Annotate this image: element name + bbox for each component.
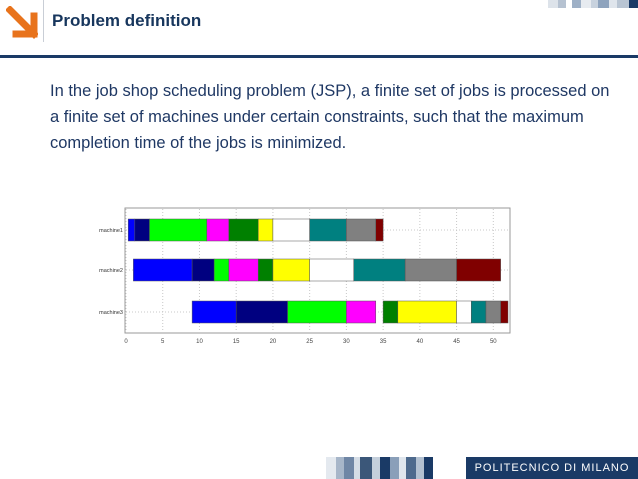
gantt-segment-machine3 [471, 301, 486, 323]
gantt-segment-machine3 [501, 301, 508, 323]
gantt-segment-machine2 [133, 259, 192, 281]
gantt-segment-machine1 [150, 219, 207, 241]
gantt-segment-machine2 [457, 259, 501, 281]
footer-mosaic [326, 457, 433, 479]
gantt-segment-machine2 [258, 259, 273, 281]
gantt-segment-machine3 [383, 301, 398, 323]
gantt-segment-machine3 [288, 301, 347, 323]
x-tick-label: 40 [416, 339, 424, 345]
y-tick-label: machine1 [99, 228, 123, 234]
slide-title: Problem definition [52, 11, 202, 30]
x-tick-label: 20 [269, 339, 277, 345]
gantt-segment-machine3 [192, 301, 236, 323]
gantt-segment-machine3 [346, 301, 375, 323]
gantt-segment-machine2 [214, 259, 229, 281]
y-tick-label: machine2 [99, 268, 123, 274]
x-tick-label: 15 [232, 339, 240, 345]
gantt-segment-machine2 [405, 259, 456, 281]
gantt-segment-machine3 [398, 301, 457, 323]
header-divider [43, 0, 44, 42]
body-paragraph: In the job shop scheduling problem (JSP), a finite set of jobs is processed on a finite set of machines under certain constraints, such that the maximum completion time of the jobs is minimized. [50, 82, 610, 152]
x-tick-label: 35 [379, 339, 387, 345]
gantt-segment-machine2 [192, 259, 214, 281]
x-tick-label: 0 [124, 339, 128, 345]
gantt-segment-machine2 [310, 259, 354, 281]
gantt-segment-machine1 [128, 219, 135, 241]
gantt-segment-machine1 [376, 219, 383, 241]
gantt-segment-machine2 [229, 259, 258, 281]
gantt-segment-machine1 [207, 219, 229, 241]
x-tick-label: 30 [343, 339, 350, 345]
header-rule [0, 55, 638, 58]
x-tick-label: 5 [161, 339, 165, 345]
x-tick-label: 45 [453, 339, 460, 345]
gantt-segment-machine3 [457, 301, 472, 323]
gantt-segment-machine1 [258, 219, 273, 241]
gantt-segment-machine3 [236, 301, 287, 323]
x-tick-label: 50 [489, 339, 497, 345]
gantt-chart [90, 200, 520, 350]
x-tick-label: 10 [196, 339, 203, 345]
gantt-segment-machine3 [486, 301, 501, 323]
header-mosaic [548, 0, 638, 8]
y-tick-label: machine3 [99, 310, 123, 316]
gantt-segment-machine2 [273, 259, 310, 281]
gantt-segment-machine1 [135, 219, 150, 241]
gantt-segment-machine2 [354, 259, 405, 281]
gantt-segment-machine1 [273, 219, 310, 241]
gantt-segment-machine1 [229, 219, 258, 241]
gantt-segment-machine1 [310, 219, 347, 241]
x-tick-label: 25 [306, 339, 313, 345]
logo-arrow-icon [6, 6, 38, 40]
footer-brand: POLITECNICO DI MILANO [466, 457, 638, 479]
gantt-segment-machine1 [346, 219, 375, 241]
